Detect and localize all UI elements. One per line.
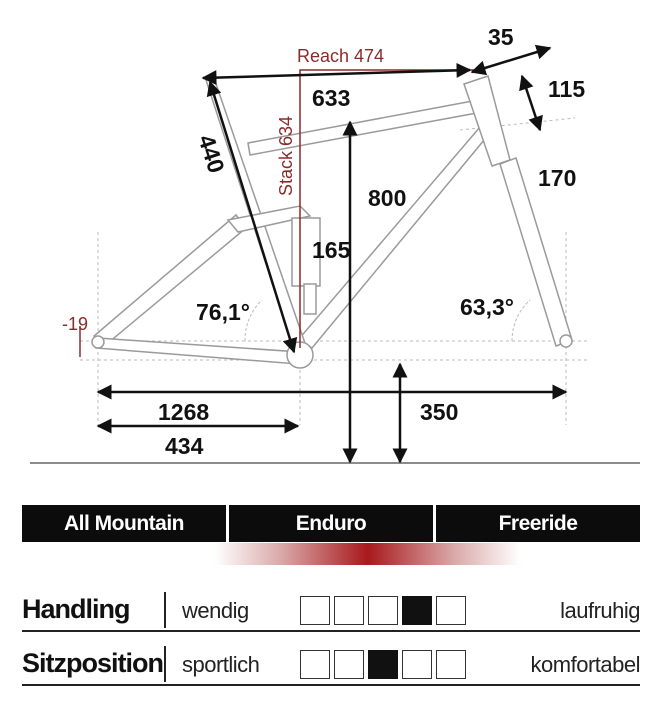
head-height-label: 115 — [548, 76, 586, 102]
rating-name: Handling — [22, 594, 130, 624]
rating-box — [300, 596, 330, 625]
wheelbase-label: 1268 — [158, 399, 210, 425]
seat-angle-label: 76,1° — [196, 299, 250, 325]
divider — [164, 592, 166, 628]
rating-left-label: sportlich — [182, 652, 260, 677]
rating-left-label: wendig — [182, 598, 249, 623]
rating-box — [402, 650, 432, 679]
rating-box — [334, 650, 364, 679]
category-all-mountain: All Mountain — [64, 511, 184, 535]
divider — [22, 630, 640, 632]
rear-stay-lower — [96, 338, 300, 364]
rear-axle — [92, 336, 104, 348]
reach-label: Reach 474 — [297, 46, 385, 66]
shock-rod — [304, 284, 316, 314]
top-tube-label: 633 — [312, 85, 351, 111]
rating-name: Sitzposition — [22, 648, 163, 678]
chainstay-label: 434 — [165, 433, 204, 459]
rating-scale — [300, 650, 466, 679]
rating-box-selected — [368, 650, 398, 679]
rating-box — [300, 650, 330, 679]
divider — [22, 684, 640, 686]
category-freeride: Freeride — [433, 505, 640, 542]
bb-drop-label: -19 — [62, 314, 89, 334]
bb-height-label: 165 — [312, 237, 351, 263]
rating-right-label: laufruhig — [560, 598, 640, 623]
rating-box — [334, 596, 364, 625]
rating-right-label: komfortabel — [530, 652, 640, 677]
rating-box — [436, 596, 466, 625]
height-total-label: 800 — [368, 185, 407, 211]
category-enduro: Enduro — [226, 505, 433, 542]
head-angle-label: 63,3° — [460, 294, 514, 320]
front-axle — [560, 335, 572, 347]
category-range-gradient — [215, 543, 520, 565]
rating-box-selected — [402, 596, 432, 625]
front-height-label: 350 — [420, 399, 459, 425]
fork-length-label: 170 — [538, 165, 577, 191]
seat-tube-label: 440 — [193, 131, 230, 177]
head-offset-label: 35 — [488, 24, 514, 50]
rating-row-handling — [22, 590, 640, 632]
divider — [164, 646, 166, 682]
bike-frame — [92, 76, 572, 368]
category-bar — [22, 505, 640, 542]
stack-label: Stack 634 — [276, 115, 296, 196]
rating-row-sitzposition — [22, 644, 640, 686]
rating-box — [368, 596, 398, 625]
rating-box — [436, 650, 466, 679]
rear-stay-upper — [94, 215, 246, 348]
rating-scale — [300, 596, 466, 625]
